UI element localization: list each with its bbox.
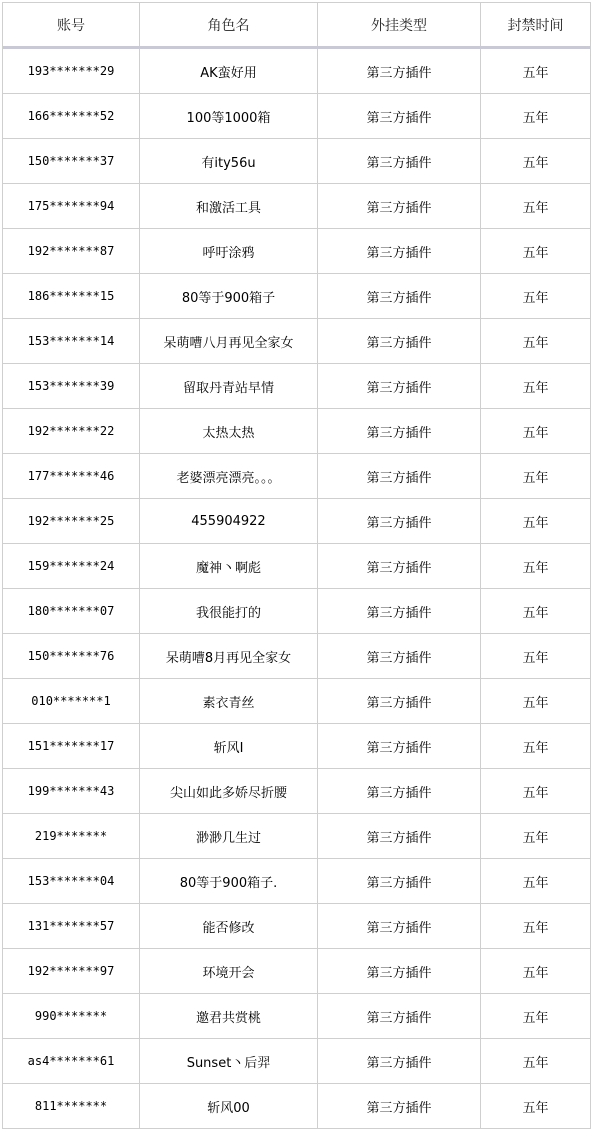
cell-account: 150*******76: [3, 634, 140, 678]
table-row: [3, 94, 590, 139]
header-character-name: 角色名: [140, 3, 318, 46]
cell-account: 186*******15: [3, 274, 140, 318]
table-row: [3, 274, 590, 319]
table-row: [3, 49, 590, 94]
table-row: [3, 454, 590, 499]
cell-ban-duration: 五年: [522, 335, 549, 351]
cell-account: 153*******04: [3, 859, 140, 903]
cell-character-name: 100等1000箱: [140, 94, 318, 138]
cell-ban-duration: 五年: [522, 245, 549, 261]
table-row: [3, 769, 590, 814]
cell-cheat-type: 第三方插件: [318, 544, 481, 588]
cell-account: 159*******24: [3, 544, 140, 588]
cell-character-name: 呆萌嘈八月再见全家女: [140, 319, 318, 363]
cell-ban-duration: 五年: [522, 1010, 549, 1026]
cell-account: 166*******52: [3, 94, 140, 138]
table-body: [3, 49, 590, 1129]
cell-ban-duration: 五年: [522, 695, 549, 711]
cell-ban-duration: 五年: [522, 830, 549, 846]
cell-character-name: 邀君共赏桃: [140, 994, 318, 1038]
table-row: [3, 994, 590, 1039]
table-row: [3, 139, 590, 184]
cell-cheat-type: 第三方插件: [318, 499, 481, 543]
cell-character-name: 素衣青丝: [140, 679, 318, 723]
cell-account: 192*******97: [3, 949, 140, 993]
table-row: [3, 184, 590, 229]
cell-account: 010*******1: [3, 679, 140, 723]
cell-ban-duration: 五年: [522, 920, 549, 936]
cell-account: as4*******61: [3, 1039, 140, 1083]
cell-ban-duration: 五年: [522, 1100, 549, 1116]
cell-account: 180*******07: [3, 589, 140, 633]
cell-cheat-type: 第三方插件: [318, 49, 481, 93]
cell-account: 199*******43: [3, 769, 140, 813]
table-row: [3, 859, 590, 904]
cell-ban-duration: 五年: [522, 470, 549, 486]
header-ban-duration: 封禁时间: [507, 17, 564, 34]
cell-cheat-type: 第三方插件: [318, 679, 481, 723]
cell-character-name: 有ity56u: [140, 139, 318, 183]
table-row: [3, 409, 590, 454]
cell-account: 811*******: [3, 1084, 140, 1128]
cell-account: 219*******: [3, 814, 140, 858]
cell-ban-duration: 五年: [522, 425, 549, 441]
cell-account: 192*******87: [3, 229, 140, 273]
cell-character-name: 留取丹青站早情: [140, 364, 318, 408]
table-row: [3, 724, 590, 769]
cell-character-name: 呆萌嘈8月再见全家女: [140, 634, 318, 678]
cell-character-name: 80等于900箱子: [140, 274, 318, 318]
cell-cheat-type: 第三方插件: [318, 364, 481, 408]
cell-cheat-type: 第三方插件: [318, 454, 481, 498]
table-row: [3, 1039, 590, 1084]
cell-ban-duration: 五年: [522, 875, 549, 891]
cell-character-name: 斩风I: [140, 724, 318, 768]
cell-cheat-type: 第三方插件: [318, 1084, 481, 1128]
table-row: [3, 1084, 590, 1129]
cell-character-name: 能否修改: [140, 904, 318, 948]
cell-cheat-type: 第三方插件: [318, 724, 481, 768]
cell-ban-duration: 五年: [522, 560, 549, 576]
cell-account: 193*******29: [3, 49, 140, 93]
cell-character-name: 魔神丶啊彪: [140, 544, 318, 588]
cell-cheat-type: 第三方插件: [318, 859, 481, 903]
cell-character-name: 斩风00: [140, 1084, 318, 1128]
cell-cheat-type: 第三方插件: [318, 274, 481, 318]
cell-ban-duration: 五年: [522, 965, 549, 981]
table-row: [3, 544, 590, 589]
cell-account: 192*******25: [3, 499, 140, 543]
cell-account: 131*******57: [3, 904, 140, 948]
cell-ban-duration: 五年: [522, 1055, 549, 1071]
table-row: [3, 319, 590, 364]
cell-character-name: 呼吁涂鸦: [140, 229, 318, 273]
cell-ban-duration: 五年: [522, 110, 549, 126]
cell-cheat-type: 第三方插件: [318, 139, 481, 183]
cell-cheat-type: 第三方插件: [318, 229, 481, 273]
cell-cheat-type: 第三方插件: [318, 319, 481, 363]
cell-account: 153*******39: [3, 364, 140, 408]
table-row: [3, 229, 590, 274]
header-account: 账号: [3, 3, 140, 46]
header-cheat-type: 外挂类型: [318, 3, 481, 46]
table-row: [3, 634, 590, 679]
table-row: [3, 904, 590, 949]
cell-character-name: 455904922: [140, 499, 318, 543]
cell-character-name: 老婆漂亮漂亮。。。: [140, 454, 318, 498]
cell-ban-duration: 五年: [522, 380, 549, 396]
cell-character-name: 我很能打的: [140, 589, 318, 633]
ban-list-table: [2, 2, 591, 1129]
cell-cheat-type: 第三方插件: [318, 409, 481, 453]
cell-ban-duration: 五年: [522, 650, 549, 666]
cell-ban-duration: 五年: [522, 155, 549, 171]
cell-cheat-type: 第三方插件: [318, 634, 481, 678]
cell-cheat-type: 第三方插件: [318, 904, 481, 948]
table-row: [3, 679, 590, 724]
table-header-row: [3, 3, 590, 49]
cell-ban-duration: 五年: [522, 605, 549, 621]
cell-character-name: 环境开会: [140, 949, 318, 993]
cell-account: 177*******46: [3, 454, 140, 498]
cell-cheat-type: 第三方插件: [318, 184, 481, 228]
cell-cheat-type: 第三方插件: [318, 949, 481, 993]
cell-cheat-type: 第三方插件: [318, 94, 481, 138]
cell-character-name: 太热太热: [140, 409, 318, 453]
cell-ban-duration: 五年: [522, 740, 549, 756]
cell-account: 192*******22: [3, 409, 140, 453]
cell-character-name: 80等于900箱子.: [140, 859, 318, 903]
cell-character-name: Sunset丶后羿: [140, 1039, 318, 1083]
cell-cheat-type: 第三方插件: [318, 1039, 481, 1083]
table-row: [3, 364, 590, 409]
cell-character-name: 渺渺几生过: [140, 814, 318, 858]
cell-ban-duration: 五年: [522, 785, 549, 801]
cell-account: 153*******14: [3, 319, 140, 363]
cell-character-name: AK蛮好用: [140, 49, 318, 93]
cell-cheat-type: 第三方插件: [318, 589, 481, 633]
cell-character-name: 尖山如此多娇尽折腰: [140, 769, 318, 813]
table-row: [3, 949, 590, 994]
table-row: [3, 814, 590, 859]
cell-account: 990*******: [3, 994, 140, 1038]
cell-character-name: 和激活工具: [140, 184, 318, 228]
cell-cheat-type: 第三方插件: [318, 814, 481, 858]
cell-ban-duration: 五年: [522, 515, 549, 531]
cell-ban-duration: 五年: [522, 65, 549, 81]
cell-account: 151*******17: [3, 724, 140, 768]
cell-account: 150*******37: [3, 139, 140, 183]
cell-cheat-type: 第三方插件: [318, 994, 481, 1038]
cell-account: 175*******94: [3, 184, 140, 228]
table-row: [3, 499, 590, 544]
cell-cheat-type: 第三方插件: [318, 769, 481, 813]
cell-ban-duration: 五年: [522, 290, 549, 306]
cell-ban-duration: 五年: [522, 200, 549, 216]
table-row: [3, 589, 590, 634]
